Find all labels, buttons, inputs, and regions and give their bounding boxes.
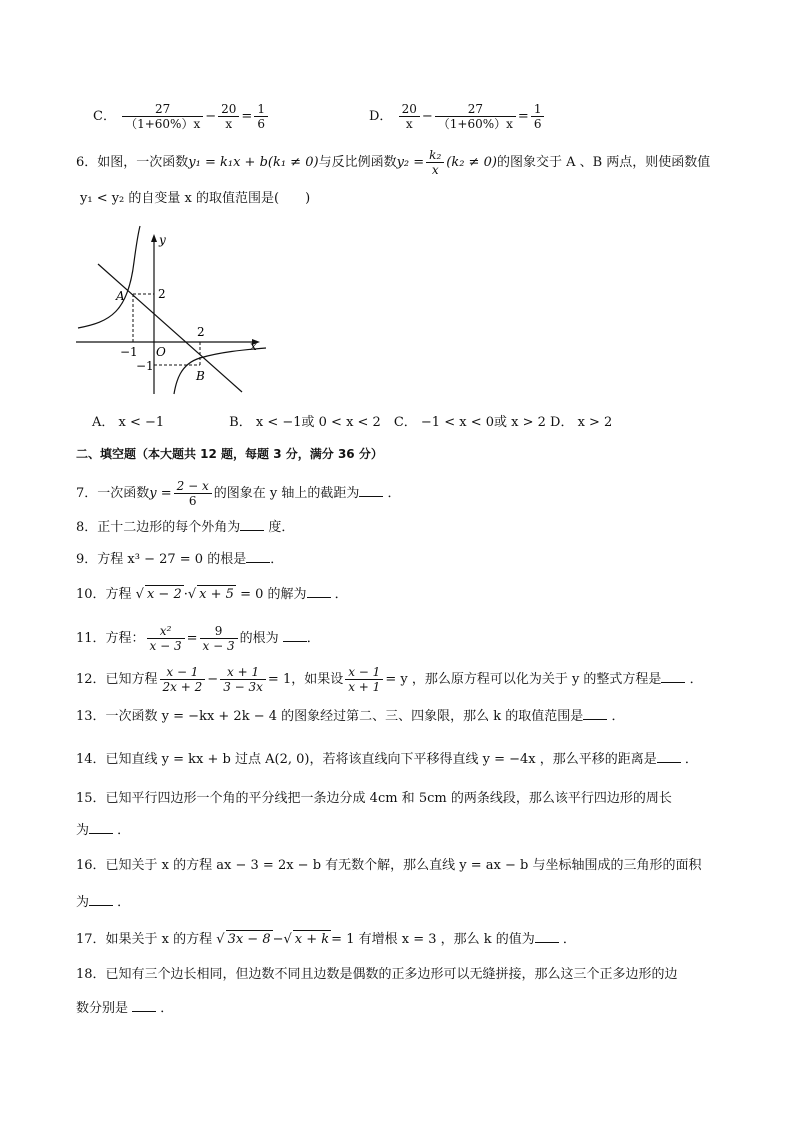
q16-line2: 为 ． (76, 895, 131, 910)
answer-blank (583, 707, 607, 720)
answer-blank (307, 585, 331, 598)
q7: 7．一次函数y = $\frac{2 - x}{6}$ 的图象在 y 轴上的截距为 ． (76, 479, 401, 508)
answer-blank (661, 670, 685, 683)
answer-blank (359, 484, 383, 497)
point-label-a: A (116, 289, 125, 303)
q13: 13．一次函数 y = −kx + 2k − 4 的图象经过第二、三、四象限，那么 k 的取值范围是 ． (76, 709, 625, 724)
q6-stem-line1: 6．如图，一次函数y₁ = k₁x + b(k₁ ≠ 0)与反比例函数y₂ = $\frac{\text{k₂}}{x}$ (k₂ ≠ 0)的图象交于 A 、B 两点，则使函数值 (76, 148, 711, 177)
q6-graph (70, 222, 270, 397)
q6-options: A． x < −1 B． x < −1或 0 < x < 2 C． −1 < x < 0或 x > 2 D． x > 2 (92, 415, 613, 430)
tick-x-2: 2 (197, 325, 205, 339)
q16-line1: 16．已知关于 x 的方程 ax − 3 = 2x − b 有无数个解，那么直线 y = ax − b 与坐标轴围成的三角形的面积 (76, 858, 702, 873)
q11: 11．方程： $\frac{\text{x²}}{x - 3}$ = $\frac{9}{x - 3}$ 的根为 ． (76, 624, 320, 653)
answer-blank (89, 893, 113, 906)
point-label-b: B (196, 369, 205, 383)
answer-blank (240, 518, 264, 531)
q15-line2: 为 ． (76, 823, 131, 838)
tick-y-2: 2 (158, 287, 166, 301)
q12: 12．已知方程 $\frac{x - 1}{2x + 2}$ − $\frac{x + 1}{3 - 3x}$ = 1，如果设 $\frac{x - 1}{x + 1}$ = y ，那么原方程可以化为关于 y 的整式方程是 ． (76, 665, 703, 694)
answer-blank (283, 629, 307, 642)
q14: 14．已知直线 y = kx + b 过点 A(2, 0)，若将该直线向下平移得直线 y = −4x ，那么平移的距离是 ． (76, 752, 698, 767)
answer-blank (246, 550, 270, 563)
q15-line1: 15．已知平行四边形一个角的平分线把一条边分成 4cm 和 5cm 的两条线段，那么该平行四边形的周长 (76, 791, 672, 806)
answer-blank (89, 821, 113, 834)
answer-blank (535, 930, 559, 943)
q5-option-c: C． $\frac{27}{(1+60\%)x}$ − $\frac{20}{x}$ = $\frac{1}{6}$ (93, 102, 270, 131)
answer-blank (657, 750, 681, 763)
q8: 8．正十二边形的每个外角为 度． (76, 520, 295, 535)
tick-y-minus1: −1 (136, 359, 154, 373)
q10: 10．方程 √ x − 2 ·√ x + 5 = 0 的解为 ． (76, 587, 348, 602)
q6-stem-line2: y₁ < y₂ 的自变量 x 的取值范围是( ) (80, 191, 311, 206)
q18-line1: 18．已知有三个边长相同，但边数不同且边数是偶数的正多边形可以无缝拼接，那么这三个正多边形的边 (76, 967, 678, 982)
axis-label-y: y (159, 233, 166, 247)
section-heading: 二、填空题（本大题共 12 题，每题 3 分，满分 36 分） (76, 447, 383, 461)
axis-label-x: x (250, 339, 257, 353)
answer-blank (132, 999, 156, 1012)
q9: 9．方程 x³ − 27 = 0 的根是 ． (76, 552, 284, 567)
q5-option-d: D． $\frac{20}{x}$ − $\frac{27}{(1+60\%)x}$ = $\frac{1}{6}$ (369, 102, 546, 131)
origin-label: O (156, 345, 166, 359)
q18-line2: 数分别是 ． (76, 1001, 174, 1016)
tick-x-minus1: −1 (120, 345, 138, 359)
q17: 17．如果关于 x 的方程 √ 3x − 8 −√ x + k = 1 有增根 x = 3 ，那么 k 的值为 ． (76, 932, 576, 947)
